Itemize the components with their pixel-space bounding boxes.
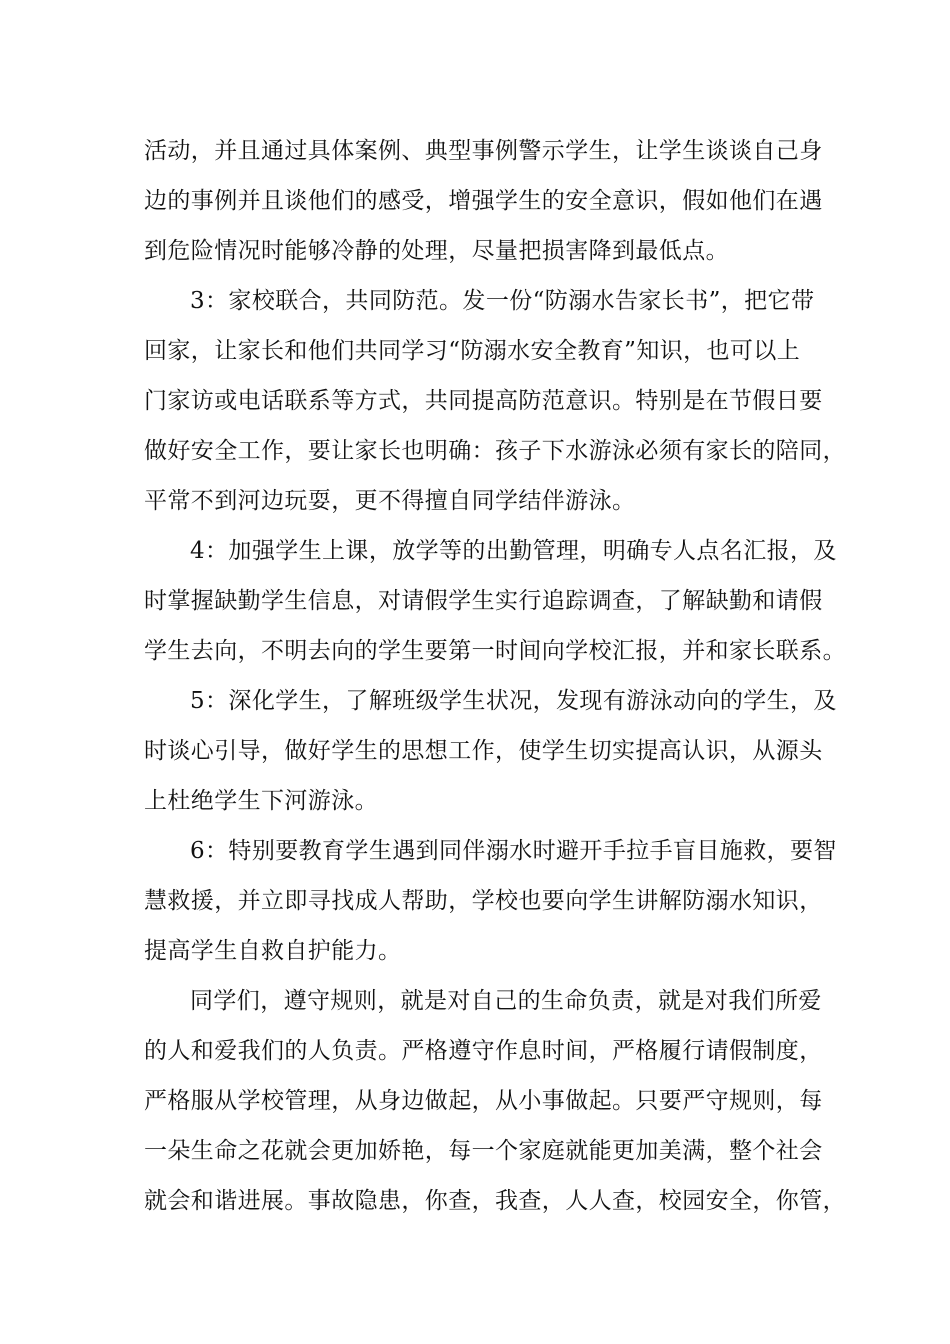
text-line: 边的事例并且谈他们的感受，增强学生的安全意识，假如他们在遇 [144, 188, 823, 214]
text-line: 5：深化学生，了解班级学生状况，发现有游泳动向的学生，及 [190, 688, 837, 714]
text-line: 就会和谐进展。事故隐患，你查，我查，人人查，校园安全，你管， [144, 1188, 846, 1214]
text-line: 6：特别要教育学生遇到同伴溺水时避开手拉手盲目施救，要智 [190, 838, 837, 864]
text-line: 严格服从学校管理，从身边做起，从小事做起。只要严守规则，每 [144, 1088, 823, 1114]
text-line: 一朵生命之花就会更加娇艳，每一个家庭就能更加美满，整个社会 [144, 1138, 823, 1164]
text-line: 时掌握缺勤学生信息，对请假学生实行追踪调查，了解缺勤和请假 [144, 588, 823, 614]
text-line: 4：加强学生上课，放学等的出勤管理，明确专人点名汇报，及 [190, 538, 837, 564]
text-line: 回家，让家长和他们共同学习“防溺水安全教育”知识，也可以上 [144, 338, 801, 364]
text-line: 到危险情况时能够冷静的处理，尽量把损害降到最低点。 [144, 238, 729, 264]
text-line: 提高学生自救自护能力。 [144, 938, 402, 964]
text-line: 学生去向，不明去向的学生要第一时间向学校汇报，并和家长联系。 [144, 638, 846, 664]
text-line: 同学们，遵守规则，就是对自己的生命负责，就是对我们所爱 [190, 988, 822, 1014]
text-line: 做好安全工作，要让家长也明确：孩子下水游泳必须有家长的陪同， [144, 438, 846, 464]
text-line: 门家访或电话联系等方式，共同提高防范意识。特别是在节假日要 [144, 388, 823, 414]
text-line: 上杜绝学生下河游泳。 [144, 788, 378, 814]
text-line: 平常不到河边玩耍，更不得擅自同学结伴游泳。 [144, 488, 636, 514]
text-line: 慧救援，并立即寻找成人帮助，学校也要向学生讲解防溺水知识， [144, 888, 823, 914]
text-line: 3：家校联合，共同防范。发一份“防溺水告家长书”，把它带 [190, 288, 815, 314]
text-line: 活动，并且通过具体案例、典型事例警示学生，让学生谈谈自己身 [144, 138, 823, 164]
text-line: 的人和爱我们的人负责。严格遵守作息时间，严格履行请假制度， [144, 1038, 823, 1064]
text-line: 时谈心引导，做好学生的思想工作，使学生切实提高认识，从源头 [144, 738, 823, 764]
